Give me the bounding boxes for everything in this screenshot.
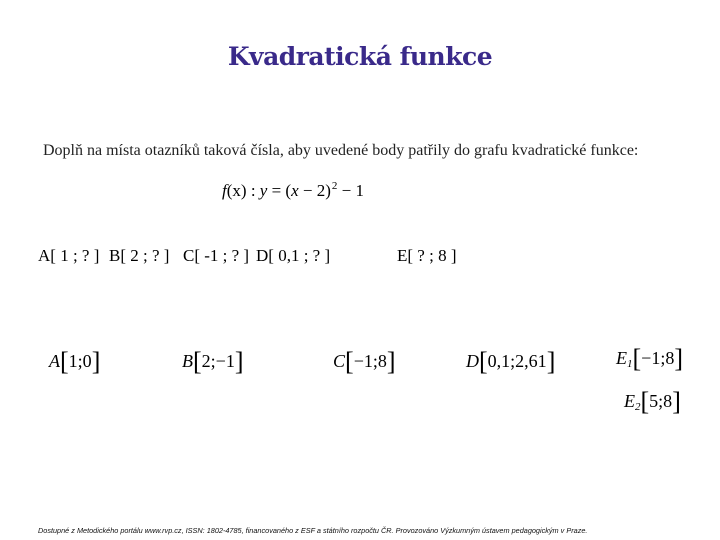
answer-a: A[1;0] <box>49 347 101 376</box>
formula-exponent: 2 <box>331 180 338 192</box>
point-a-question: A[ 1 ; ? ] <box>38 246 100 265</box>
answer-c: C[−1;8] <box>333 347 396 376</box>
formula-x: x <box>291 181 299 200</box>
formula-eq: = ( <box>267 181 292 200</box>
formula-tail: − 1 <box>337 181 364 200</box>
answer-b-letter: B <box>182 351 193 371</box>
task-instruction: Doplň na místa otazníků taková čísla, aby uvedené body patřily do grafu kvadratické funkce: <box>43 142 639 159</box>
answer-e2-value: 5;8 <box>649 391 673 411</box>
answer-d-letter: D <box>466 351 479 371</box>
formula-f: f <box>222 181 227 200</box>
answer-e1-value: −1;8 <box>641 348 675 368</box>
function-formula <box>222 180 364 201</box>
answer-d-value: 0,1;2,61 <box>487 351 547 371</box>
answer-e2: $E_2[5;8]$ <box>624 387 681 416</box>
answer-e1-sub: 1 <box>627 358 633 370</box>
answer-d: D[0,1;2,61] <box>466 347 556 376</box>
point-e-question: E[ ? ; 8 ] <box>397 246 457 265</box>
answer-b-value: 2;−1 <box>201 351 235 371</box>
answer-e2-letter: E <box>624 391 635 411</box>
answer-e1: $E_1[-1;8]$ <box>616 344 683 373</box>
formula-arg: (x) <box>226 181 247 200</box>
page-title: Kvadratická funkce <box>227 42 493 71</box>
footer-note: Dostupné z Metodického portálu www.rvp.cz, ISSN: 1802-4785, financovaného z ESF a státního rozpočtu ČR. Provozováno Výzkumným ústavem pedagogickým v Praze. <box>38 526 588 535</box>
point-c-question: C[ -1 ; ? ] <box>183 246 250 265</box>
answer-c-letter: C <box>333 351 346 371</box>
answer-a-letter: A <box>49 351 60 371</box>
answer-e2-sub: 2 <box>635 401 641 413</box>
answer-b: B[2;−1] <box>182 347 244 376</box>
formula-rest: − 2) <box>298 181 331 200</box>
formula-colon: : <box>246 181 260 200</box>
point-b-question: B[ 2 ; ? ] <box>109 246 170 265</box>
point-d-question: D[ 0,1 ; ? ] <box>256 246 331 265</box>
answer-e1-letter: E <box>616 348 627 368</box>
formula-y: y <box>259 181 268 200</box>
answer-a-value: 1;0 <box>68 351 92 371</box>
answer-c-value: −1;8 <box>353 351 387 371</box>
